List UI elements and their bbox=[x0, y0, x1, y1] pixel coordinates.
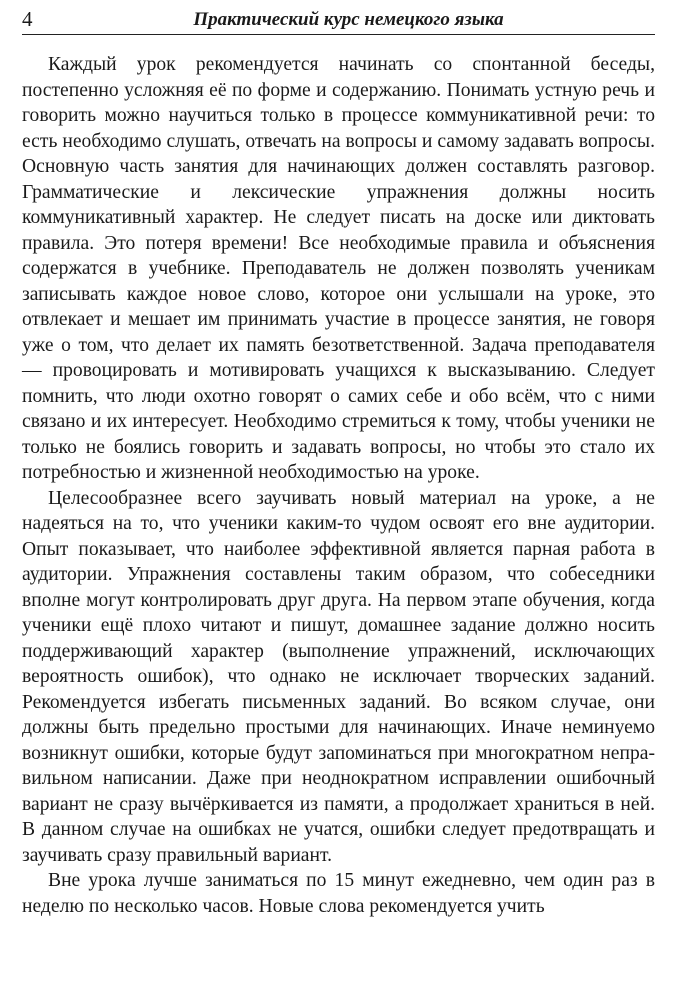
paragraph-3: Вне урока лучше заниматься по 15 минут ежедневно, чем один раз в неделю по несколько часов. Новые слова рекомендуется учить bbox=[22, 870, 655, 917]
paragraph-1: Каждый урок рекомендуется начинать со спонтанной беседы, постепенно усложняя её по форме и содержанию. Понимать устную речь и говорить можно научиться только в процессе коммуникативной речи: то есть необходимо слушать, отвечать на вопросы и самому задавать вопросы. Основную часть занятия для начинающих должен составлять разговор. Грамматические и лексические упражнения должны носить коммуникативный характер. Не следует писать на доске или диктовать правила. Это потеря времени! Все необходимые правила и объяснения содержатся в учебнике. Преподаватель не должен позволять ученикам записывать каждое новое слово, которое они услышали на уроке, это отвлекает и мешает им принимать участие в процессе занятия, не говоря уже о том, что делает их память безответственной. Задача преподавателя — провоцировать и мотивировать учащихся к высказыванию. Следует помнить, что люди охотно говорят о самих себе и обо всём, что с ними связано и их интересует. Необходимо стремиться к тому, чтобы ученики не только не боялись говорить и задавать вопросы, но чтобы это стало их потребностью и жизненной необходимостью на уроке. bbox=[22, 54, 655, 483]
body-text bbox=[22, 52, 655, 919]
page-number: 4 bbox=[22, 7, 33, 31]
running-header bbox=[22, 4, 655, 35]
paragraph-2: Целесообразнее всего заучивать новый материал на уроке, а не надеяться на то, что ученики каким-то чудом освоят его вне аудитории. Опыт показывает, что наиболее эффективной является парная работа в аудитории. Упражнения составлены таким образом, что собеседники вполне могут контролировать друг друга. На первом этапе обучения, когда ученики ещё плохо читают и пишут, домашнее задание должно носить поддерживающий характер (выполнение упражнений, исключающих вероятность ошибок), что однако не исключает творческих заданий. Рекомендуется избегать письменных заданий. Во всяком случае, они должны быть предельно простыми для начинающих. Иначе неминуемо возникнут ошибки, которые будут запоминаться при многократном неправильном написании. Даже при неоднократном исправлении ошибочный вариант не сразу вычёркивается из памяти, а продолжает храниться в ней. В данном случае на ошибках не учатся, ошибки следует предотвращать и заучивать сразу правильный вариант. bbox=[22, 487, 655, 866]
running-title: Практический курс немецкого языка bbox=[193, 9, 504, 30]
